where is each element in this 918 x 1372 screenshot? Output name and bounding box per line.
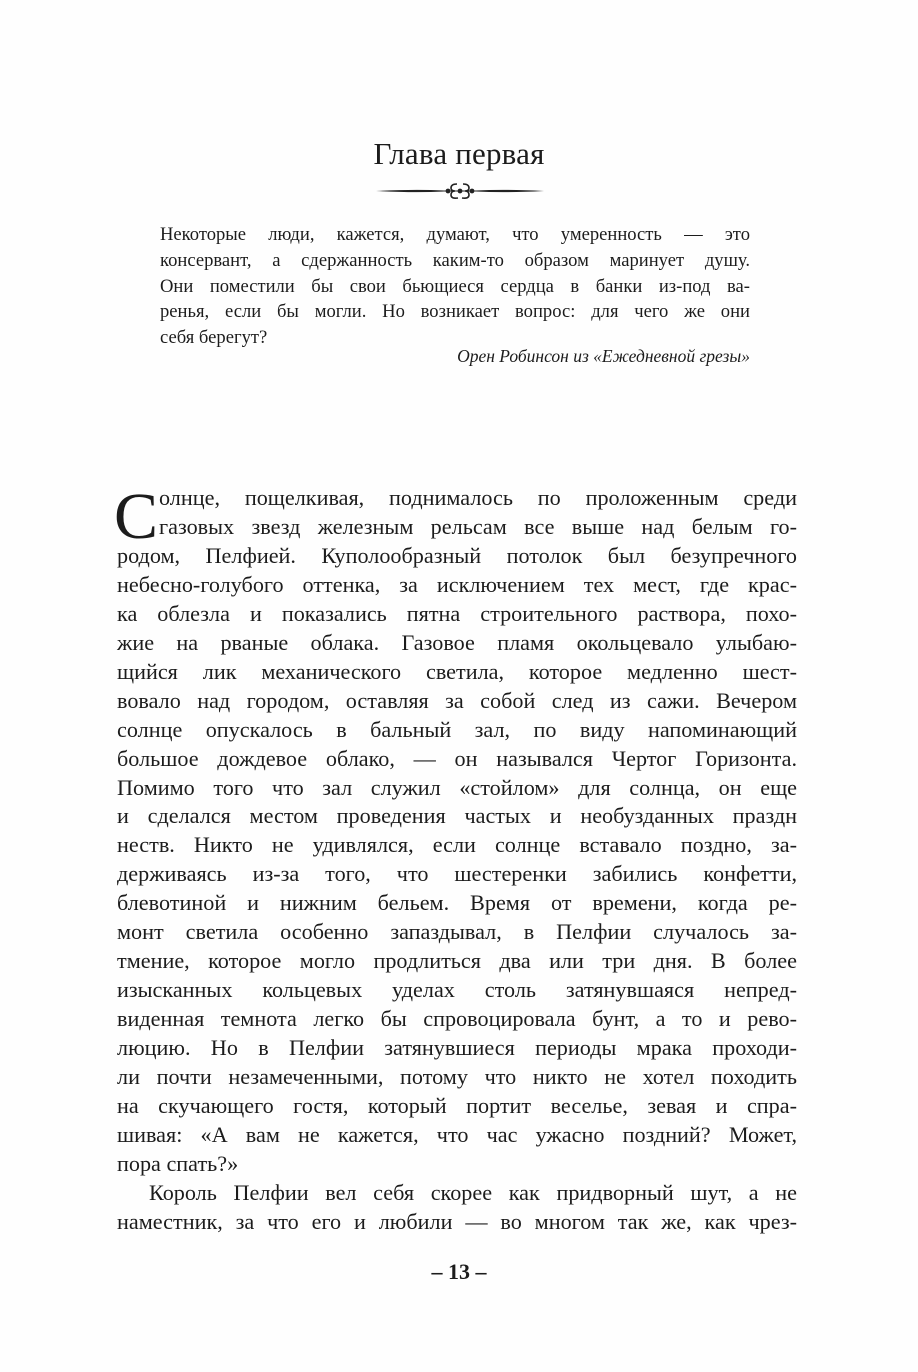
body-line: и сделался местом проведения частых и необузданных праздн (117, 803, 797, 829)
body-line: шивая: «А вам не кажется, что час ужасно поздний? Может, (117, 1121, 797, 1147)
body-line: большое дождевое облако, — он назывался Чертог Горизонта. (117, 745, 797, 771)
ornament-divider-icon (374, 180, 546, 202)
body-line: вовало над городом, оставляя за собой след из сажи. Вечером (117, 687, 797, 713)
body-line: неств. Никто не удивлялся, если солнце вставало поздно, за- (117, 832, 797, 858)
drop-cap: С (114, 480, 159, 553)
body-line: монт светила особенно запаздывал, в Пелфии случалось за- (117, 919, 797, 945)
paragraph-2 (117, 1179, 797, 1237)
body-line: изысканных кольцевых уделах столь затянувшаяся непред- (117, 977, 797, 1003)
epigraph-line: консервант, а сдержанность каким-то образом маринует душу. (160, 249, 750, 271)
body-line: на скучающего гостя, который портит веселье, зевая и спра- (117, 1093, 797, 1119)
body-line: пора спать?» (117, 1150, 239, 1176)
body-line: виденная темнота легко бы спровоцировала бунт, а то и рево- (117, 1006, 797, 1032)
body-line: ка облезла и показались пятна строительного раствора, похо- (117, 600, 797, 626)
epigraph-line: себя берегут? (160, 327, 268, 349)
body-line: держиваясь из-за того, что шестеренки забились конфетти, (117, 861, 797, 887)
body-line: солнце опускалось в бальный зал, по виду напоминающий (117, 716, 797, 742)
body-line: газовых звезд железным рельсам все выше над белым го- (159, 513, 797, 539)
epigraph-line: Некоторые люди, кажется, думают, что умеренность — это (160, 224, 750, 245)
epigraph-line: ренья, если бы могли. Но возникает вопрос: для чего же они (160, 301, 750, 323)
epigraph-attribution: Орен Робинсон из «Ежедневной грезы» (457, 346, 750, 366)
body-line: щийся лик механического светила, которое медленно шест- (117, 658, 797, 684)
body-line: Король Пелфии вел себя скорее как придворный шут, а не (149, 1179, 797, 1205)
epigraph (160, 222, 750, 351)
chapter-title: Глава первая (373, 136, 545, 171)
body-line: олнце, пощелкивая, поднималось по проложенным среди (159, 485, 797, 510)
page-number: – 13 – (431, 1259, 487, 1284)
body-line: Помимо того что зал служил «стойлом» для солнца, он еще (117, 774, 797, 800)
body-line: родом, Пелфией. Куполообразный потолок был безупречного (117, 542, 797, 568)
body-line: люцию. Но в Пелфии затянувшиеся периоды мрака проходи- (117, 1035, 797, 1061)
body-line: тмение, которое могло продлиться два или три дня. В более (117, 948, 797, 974)
body-line: наместник, за что его и любили — во многом так же, как чрез- (117, 1208, 797, 1234)
body-line: небесно-голубого оттенка, за исключением тех мест, где крас- (117, 571, 797, 597)
body-text (114, 480, 797, 1237)
body-line: ли почти незамеченными, потому что никто не хотел походить (117, 1064, 797, 1090)
body-line: жие на рваные облака. Газовое пламя окольцевало улыбаю- (117, 629, 797, 655)
epigraph-line: Они поместили бы свои бьющиеся сердца в банки из-под ва- (160, 275, 750, 297)
body-line: блевотиной и нижним бельем. Время от времени, когда ре- (117, 890, 797, 916)
paragraph-1 (117, 484, 797, 1179)
